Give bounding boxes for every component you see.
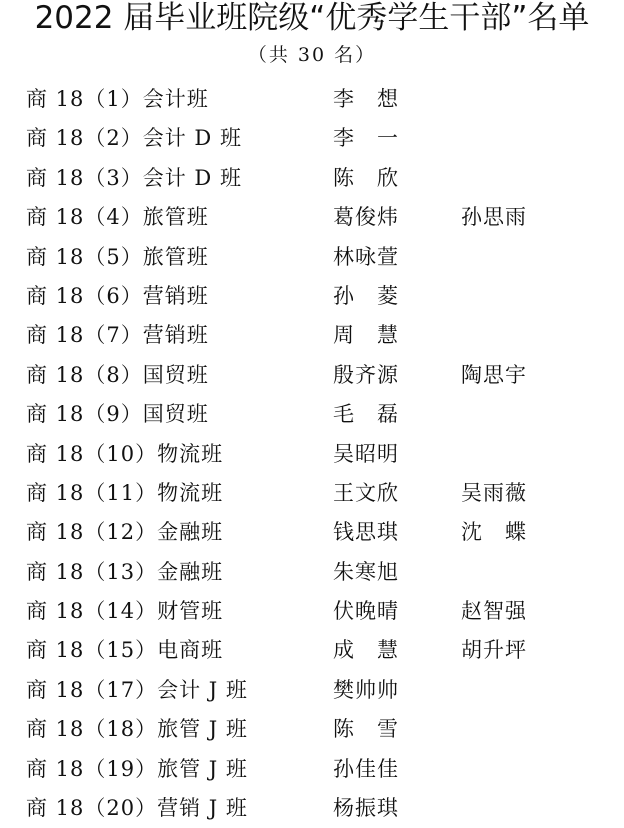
list-item (0, 592, 624, 631)
list-item (0, 238, 624, 277)
student-name: 殷齐源 (333, 362, 399, 387)
student-name: 李 想 (333, 87, 399, 111)
list-item (0, 710, 624, 749)
class-name: 商 18（7）营销班 (26, 323, 209, 348)
class-name: 商 18（20）营销 J 班 (26, 796, 248, 821)
student-name-second: 沈 蝶 (461, 520, 527, 545)
list-item (0, 277, 624, 316)
student-name: 林咏萱 (333, 244, 399, 269)
student-name: 孙佳佳 (333, 756, 399, 781)
class-name: 商 18（12）金融班 (26, 520, 224, 545)
class-name: 商 18（8）国贸班 (26, 362, 209, 387)
list-item (0, 80, 624, 119)
list-item (0, 356, 624, 395)
student-name-second: 孙思雨 (461, 205, 527, 230)
list-item (0, 435, 624, 474)
student-name-second: 陶思宇 (461, 362, 527, 387)
class-name: 商 18（13）金融班 (26, 559, 224, 584)
class-name: 商 18（10）物流班 (26, 441, 224, 466)
student-name: 吴昭明 (333, 441, 399, 466)
class-name: 商 18（6）营销班 (26, 283, 209, 308)
class-name: 商 18（18）旅管 J 班 (26, 717, 248, 742)
class-name: 商 18（2）会计 D 班 (26, 126, 242, 151)
list-item (0, 789, 624, 828)
class-name: 商 18（15）电商班 (26, 638, 224, 663)
list-item (0, 513, 624, 552)
student-name: 成 慧 (333, 638, 399, 663)
student-name: 周 慧 (333, 323, 399, 348)
class-name: 商 18（9）国贸班 (26, 402, 209, 427)
list-item (0, 750, 624, 789)
student-name: 杨振琪 (333, 796, 399, 821)
student-name: 钱思琪 (333, 520, 399, 545)
class-name: 商 18（1）会计班 (26, 87, 209, 111)
list-item (0, 671, 624, 710)
student-name: 陈 雪 (333, 717, 399, 742)
student-name: 葛俊炜 (333, 205, 399, 230)
student-name: 朱寒旭 (333, 559, 399, 584)
student-name-second: 赵智强 (461, 599, 527, 624)
student-name: 毛 磊 (333, 402, 399, 427)
list-item (0, 159, 624, 198)
student-name-second: 吴雨薇 (461, 480, 527, 505)
student-name: 樊帅帅 (333, 677, 399, 702)
document-title: 2022 届毕业班院级“优秀学生干部”名单 (34, 0, 590, 36)
student-name-second: 胡升坪 (461, 638, 527, 663)
class-name: 商 18（4）旅管班 (26, 205, 209, 230)
student-name: 孙 菱 (333, 283, 399, 308)
list-item (0, 119, 624, 158)
class-name: 商 18（11）物流班 (26, 480, 224, 505)
list-item (0, 316, 624, 355)
student-name: 陈 欣 (333, 165, 399, 190)
list-item (0, 198, 624, 237)
list-item (0, 474, 624, 513)
student-name: 伏晚晴 (333, 599, 399, 624)
class-name: 商 18（19）旅管 J 班 (26, 756, 248, 781)
class-name: 商 18（17）会计 J 班 (26, 677, 248, 702)
list-item (0, 553, 624, 592)
student-name: 王文欣 (333, 480, 399, 505)
list-item (0, 631, 624, 670)
award-list (0, 80, 624, 828)
student-name: 李 一 (333, 126, 399, 151)
document-subtitle: （共 30 名） (247, 44, 377, 66)
class-name: 商 18（14）财管班 (26, 599, 224, 624)
list-item (0, 395, 624, 434)
class-name: 商 18（5）旅管班 (26, 244, 209, 269)
class-name: 商 18（3）会计 D 班 (26, 165, 242, 190)
